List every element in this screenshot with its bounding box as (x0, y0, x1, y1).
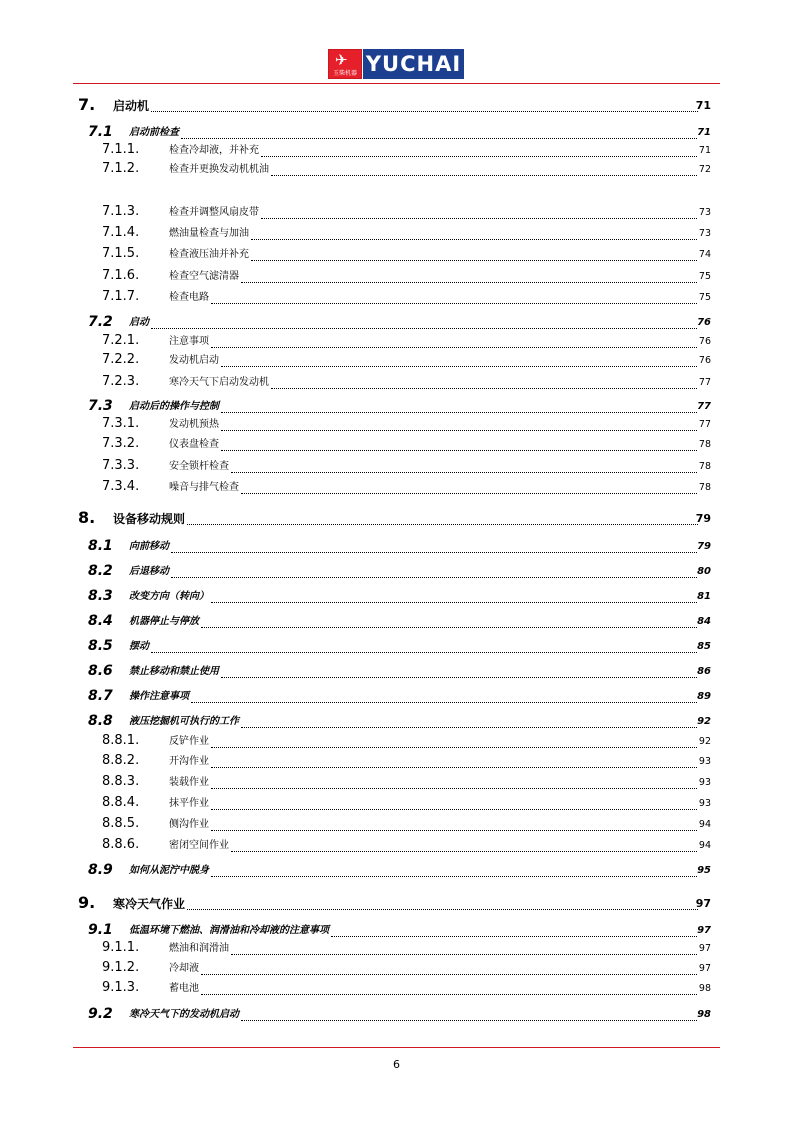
toc-leader-dots (271, 388, 697, 389)
toc-entry-page: 74 (698, 249, 711, 260)
toc-entry-title: 液压挖掘机可执行的工作 (129, 716, 239, 727)
toc-entry-page: 72 (698, 164, 711, 175)
toc-entry-page: 98 (697, 1009, 711, 1020)
toc-entry-number: 7.3.3. (102, 458, 140, 473)
toc-entry-number: 8.8.2. (102, 753, 140, 768)
toc-entry[interactable] (0, 959, 793, 977)
toc-entry-page: 79 (695, 512, 711, 525)
toc-entry[interactable] (0, 712, 793, 730)
toc-entry-page: 97 (695, 897, 711, 910)
toc-entry-title: 安全锁杆检查 (169, 461, 229, 472)
toc-entry[interactable] (0, 435, 793, 453)
toc-entry-title: 改变方向（转向） (129, 591, 209, 602)
toc-entry[interactable] (0, 894, 793, 912)
toc-entry-page: 93 (698, 756, 711, 767)
toc-entry-title: 启动后的操作与控制 (129, 401, 219, 412)
toc-leader-dots (151, 111, 698, 112)
toc-entry-number: 7.2 (88, 314, 113, 330)
toc-leader-dots (331, 936, 697, 937)
toc-entry[interactable] (0, 815, 793, 833)
toc-entry-number: 9.1.3. (102, 980, 140, 995)
toc-entry-title: 检查并更换发动机机油 (169, 164, 269, 175)
toc-entry-number: 8.8.4. (102, 795, 140, 810)
toc-leader-dots (201, 994, 697, 995)
toc-entry-page: 80 (697, 566, 711, 577)
toc-leader-dots (241, 727, 697, 728)
toc-entry-number: 8.5 (88, 638, 113, 654)
toc-entry[interactable] (0, 939, 793, 957)
toc-entry-page: 81 (697, 591, 711, 602)
toc-entry-number: 7.2.3. (102, 374, 140, 389)
toc-entry-page: 73 (698, 207, 711, 218)
toc-entry-page: 84 (697, 616, 711, 627)
toc-entry[interactable] (0, 562, 793, 580)
toc-entry-title: 发动机启动 (169, 355, 219, 366)
header-divider (73, 83, 720, 84)
toc-entry-title: 抹平作业 (169, 798, 209, 809)
toc-entry-page: 93 (698, 798, 711, 809)
toc-entry[interactable] (0, 478, 793, 496)
toc-entry-title: 寒冷天气下的发动机启动 (129, 1009, 239, 1020)
toc-entry-number: 8. (78, 508, 96, 527)
toc-entry[interactable] (0, 267, 793, 285)
toc-leader-dots (261, 156, 697, 157)
toc-leader-dots (211, 876, 697, 877)
toc-entry[interactable] (0, 662, 793, 680)
toc-leader-dots (191, 702, 697, 703)
toc-entry-page: 73 (698, 228, 711, 239)
toc-entry-title: 蓄电池 (169, 983, 199, 994)
toc-entry-number: 8.8 (88, 713, 113, 729)
toc-entry-page: 86 (697, 666, 711, 677)
toc-leader-dots (201, 627, 697, 628)
toc-entry-number: 9. (78, 893, 96, 912)
toc-entry-page: 71 (697, 127, 711, 138)
toc-entry-title: 开沟作业 (169, 756, 209, 767)
toc-entry[interactable] (0, 687, 793, 705)
toc-leader-dots (221, 366, 697, 367)
toc-leader-dots (181, 138, 697, 139)
toc-entry[interactable] (0, 245, 793, 263)
toc-entry[interactable] (0, 587, 793, 605)
toc-entry-page: 76 (698, 355, 711, 366)
toc-entry-page: 78 (698, 439, 711, 450)
toc-entry-title: 噪音与排气检查 (169, 482, 239, 493)
toc-entry[interactable] (0, 160, 793, 178)
toc-entry-title: 后退移动 (129, 566, 169, 577)
toc-leader-dots (231, 472, 697, 473)
toc-entry-number: 7.1.1. (102, 142, 140, 157)
toc-entry-page: 78 (698, 482, 711, 493)
toc-leader-dots (241, 493, 697, 494)
toc-entry-number: 9.1 (88, 922, 113, 938)
toc-entry[interactable] (0, 752, 793, 770)
toc-entry-title: 机器停止与停放 (129, 616, 199, 627)
toc-entry[interactable] (0, 773, 793, 791)
toc-entry-number: 8.1 (88, 538, 113, 554)
toc-leader-dots (151, 328, 697, 329)
toc-entry-title: 寒冷天气作业 (113, 897, 186, 911)
toc-entry-title: 寒冷天气下启动发动机 (169, 377, 269, 388)
toc-entry-number: 8.6 (88, 663, 113, 679)
logo-emblem-text: 玉柴机器 (332, 70, 357, 77)
toc-entry-number: 8.9 (88, 862, 113, 878)
toc-entry-page: 95 (697, 865, 711, 876)
toc-leader-dots (187, 909, 698, 910)
toc-entry-number: 7.3.2. (102, 436, 140, 451)
toc-entry-page: 71 (695, 99, 711, 112)
toc-entry-page: 97 (698, 963, 711, 974)
page-number: 6 (393, 1058, 400, 1071)
toc-entry-number: 9.2 (88, 1006, 113, 1022)
toc-entry-title: 启动前检查 (129, 127, 179, 138)
toc-entry[interactable] (0, 96, 793, 114)
toc-leader-dots (211, 788, 697, 789)
toc-entry-number: 7.1 (88, 124, 113, 140)
toc-entry-title: 检查并调整风扇皮带 (169, 207, 259, 218)
toc-entry[interactable] (0, 457, 793, 475)
toc-entry-number: 8.8.1. (102, 733, 140, 748)
toc-entry-title: 向前移动 (129, 541, 169, 552)
toc-entry-title: 侧沟作业 (169, 819, 209, 830)
toc-leader-dots (221, 430, 697, 431)
toc-entry-title: 检查空气滤清器 (169, 271, 239, 282)
toc-entry[interactable] (0, 836, 793, 854)
toc-entry-page: 75 (698, 271, 711, 282)
toc-entry-number: 8.7 (88, 688, 113, 704)
toc-leader-dots (211, 602, 697, 603)
toc-entry[interactable] (0, 373, 793, 391)
toc-entry-number: 7.1.6. (102, 268, 140, 283)
toc-entry[interactable] (0, 537, 793, 555)
toc-entry-page: 77 (697, 401, 711, 412)
toc-entry[interactable] (0, 313, 793, 331)
toc-entry-page: 76 (697, 317, 711, 328)
toc-entry-page: 79 (697, 541, 711, 552)
toc-entry-page: 94 (698, 840, 711, 851)
toc-entry[interactable] (0, 637, 793, 655)
toc-entry-title: 反铲作业 (169, 736, 209, 747)
toc-entry[interactable] (0, 979, 793, 997)
toc-entry-page: 76 (698, 336, 711, 347)
toc-leader-dots (231, 851, 697, 852)
toc-entry-number: 8.8.5. (102, 816, 140, 831)
toc-entry-page: 93 (698, 777, 711, 788)
toc-entry-title: 启动机 (113, 99, 150, 113)
toc-entry-number: 7.1.2. (102, 161, 140, 176)
toc-entry-title: 如何从泥泞中脱身 (129, 865, 209, 876)
toc-entry-title: 低温环境下燃油、润滑油和冷却液的注意事项 (129, 925, 329, 936)
toc-entry-title: 仪表盘检查 (169, 439, 219, 450)
toc-entry-number: 7.2.2. (102, 352, 140, 367)
toc-entry[interactable] (0, 224, 793, 242)
toc-entry[interactable] (0, 332, 793, 350)
toc-entry-page: 89 (697, 691, 711, 702)
toc-entry-number: 8.3 (88, 588, 113, 604)
toc-entry-title: 检查冷却液，并补充 (169, 145, 259, 156)
toc-entry[interactable] (0, 415, 793, 433)
toc-entry-title: 发动机预热 (169, 419, 219, 430)
toc-leader-dots (151, 652, 697, 653)
toc-leader-dots (211, 767, 697, 768)
toc-leader-dots (251, 260, 697, 261)
toc-entry-page: 78 (698, 461, 711, 472)
toc-entry-page: 85 (697, 641, 711, 652)
toc-entry-title: 操作注意事项 (129, 691, 189, 702)
toc-leader-dots (241, 1020, 697, 1021)
toc-entry[interactable] (0, 351, 793, 369)
toc-entry-number: 7.1.3. (102, 204, 140, 219)
toc-leader-dots (271, 175, 697, 176)
toc-entry[interactable] (0, 794, 793, 812)
toc-leader-dots (251, 239, 697, 240)
toc-entry-title: 启动 (129, 317, 149, 328)
toc-entry[interactable] (0, 861, 793, 879)
toc-entry-number: 7.3.4. (102, 479, 140, 494)
toc-entry[interactable] (0, 397, 793, 415)
toc-leader-dots (211, 809, 697, 810)
toc-entry-title: 燃油和润滑油 (169, 943, 229, 954)
toc-entry-page: 92 (698, 736, 711, 747)
toc-entry-title: 设备移动规则 (113, 512, 186, 526)
toc-entry[interactable] (0, 1005, 793, 1023)
toc-leader-dots (171, 577, 697, 578)
toc-leader-dots (221, 677, 697, 678)
toc-entry[interactable] (0, 921, 793, 939)
toc-entry-page: 75 (698, 292, 711, 303)
toc-entry-page: 97 (697, 925, 711, 936)
toc-leader-dots (211, 830, 697, 831)
toc-entry-number: 7.2.1. (102, 333, 140, 348)
toc-entry-number: 8.4 (88, 613, 113, 629)
toc-entry[interactable] (0, 732, 793, 750)
toc-entry-title: 摆动 (129, 641, 149, 652)
toc-entry-title: 装载作业 (169, 777, 209, 788)
toc-entry-title: 燃油量检查与加油 (169, 228, 249, 239)
toc-leader-dots (201, 974, 697, 975)
toc-leader-dots (231, 954, 697, 955)
toc-entry-page: 92 (697, 716, 711, 727)
toc-leader-dots (261, 218, 697, 219)
toc-entry-number: 8.8.6. (102, 837, 140, 852)
toc-leader-dots (211, 347, 697, 348)
toc-entry[interactable] (0, 288, 793, 306)
toc-entry-page: 97 (698, 943, 711, 954)
toc-entry-number: 9.1.1. (102, 940, 140, 955)
toc-entry-page: 71 (698, 145, 711, 156)
toc-entry-page: 77 (698, 419, 711, 430)
toc-entry[interactable] (0, 141, 793, 159)
toc-entry[interactable] (0, 612, 793, 630)
toc-leader-dots (211, 747, 697, 748)
yuchai-logo (328, 49, 464, 79)
toc-entry-title: 密闭空间作业 (169, 840, 229, 851)
toc-entry-title: 检查电路 (169, 292, 209, 303)
toc-entry-number: 8.2 (88, 563, 113, 579)
toc-entry-number: 7. (78, 95, 96, 114)
toc-leader-dots (211, 303, 697, 304)
toc-entry-number: 9.1.2. (102, 960, 140, 975)
toc-entry[interactable] (0, 123, 793, 141)
toc-entry-number: 7.3 (88, 398, 113, 414)
toc-leader-dots (221, 412, 697, 413)
toc-entry-title: 注意事项 (169, 336, 209, 347)
toc-entry-page: 94 (698, 819, 711, 830)
logo-wordmark: YUCHAI (363, 49, 464, 79)
toc-entry-number: 7.3.1. (102, 416, 140, 431)
logo-glyph: ✈ (335, 51, 348, 69)
toc-entry-page: 98 (698, 983, 711, 994)
toc-entry-number: 7.1.7. (102, 289, 140, 304)
toc-leader-dots (187, 524, 698, 525)
toc-entry-title: 检查液压油并补充 (169, 249, 249, 260)
logo-emblem-icon (328, 49, 362, 79)
footer-divider (73, 1047, 720, 1048)
toc-leader-dots (171, 552, 697, 553)
toc-entry-number: 7.1.4. (102, 225, 140, 240)
toc-leader-dots (221, 450, 697, 451)
toc-entry[interactable] (0, 203, 793, 221)
toc-entry-page: 77 (698, 377, 711, 388)
toc-entry-title: 禁止移动和禁止使用 (129, 666, 219, 677)
toc-entry-title: 冷却液 (169, 963, 199, 974)
toc-entry-number: 8.8.3. (102, 774, 140, 789)
toc-leader-dots (241, 282, 697, 283)
toc-entry-number: 7.1.5. (102, 246, 140, 261)
toc-entry[interactable] (0, 509, 793, 527)
